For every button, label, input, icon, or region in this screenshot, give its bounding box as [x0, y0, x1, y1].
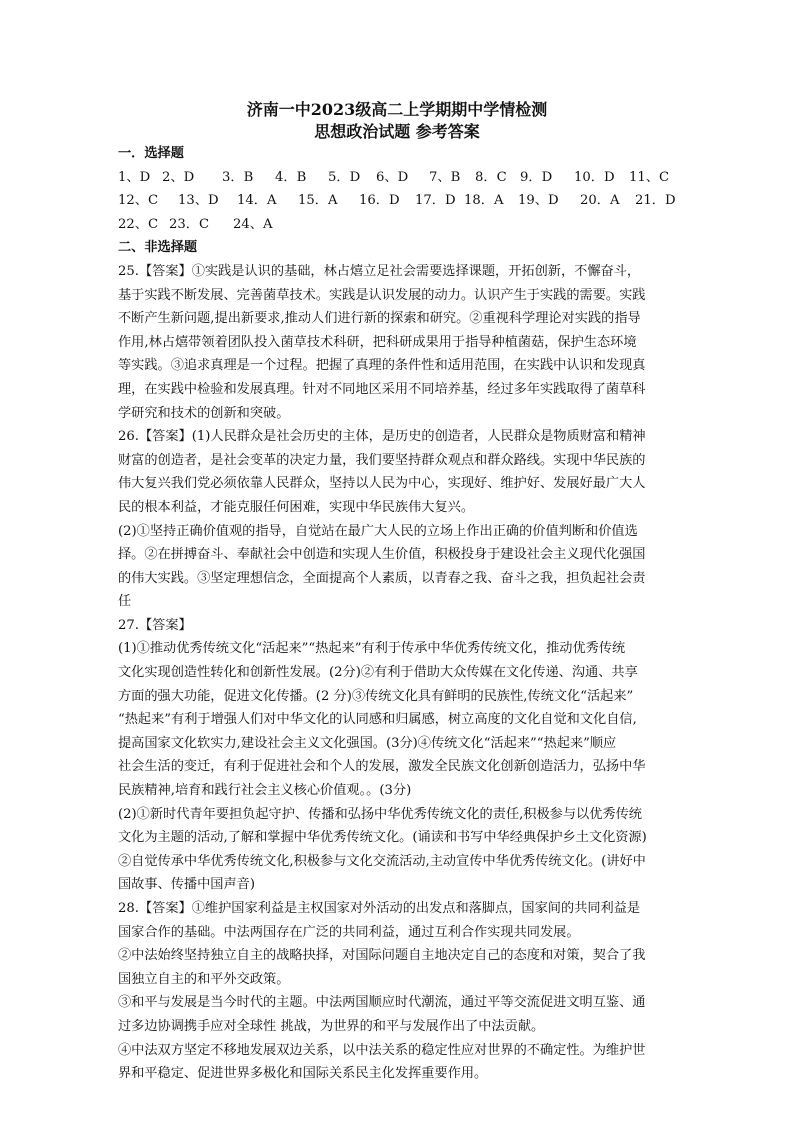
choice-answer-row — [118, 213, 678, 237]
answer-line: 民的根本利益，才能克服任何困难，实现中华民族伟大复兴。 — [118, 499, 475, 515]
answer-line: 28.【答案】①维护国家利益是主权国家对外活动的出发点和落脚点，国家间的共同利益是 — [118, 901, 641, 916]
choice-answer: 10．D — [574, 169, 615, 185]
answer-line: 文化为主题的活动,了解和掌握中华优秀传统文化。(诵读和书写中华经典保护乡土文化资源) — [118, 830, 647, 846]
answer-line: 的伟大实践。③坚定理想信念，全面提高个人素质，以青春之我、奋斗之我，担负起社会责 — [118, 570, 646, 586]
answer-line: 基于实践不断发展、完善菌草技术。实践是认识发展的动力。认识产生于实践的需要。实践 — [118, 287, 646, 303]
answer-line: 方面的强大功能，促进文化传播。(2 分)③传统文化具有鲜明的民族性,传统文化“活起来” — [118, 688, 634, 704]
answer-line: 择。②在拼搏奋斗、奉献社会中创造和实现人生价值，积极投身于建设社会主义现代化强国 — [118, 547, 646, 563]
choice-answer: 4．B — [275, 169, 307, 185]
choice-answer: 15．A — [298, 193, 338, 209]
answer-line: (2)①新时代青年要担负起守护、传播和弘扬中华优秀传统文化的责任,积极参与以优秀传统 — [118, 806, 642, 822]
section-heading-essay: 二、非选择题 — [118, 240, 198, 256]
choice-answer: 17．D — [415, 193, 456, 209]
choice-answer: 9．D — [520, 169, 553, 185]
choice-answer: 24、A — [233, 216, 273, 232]
choice-answer: 14．A — [237, 193, 277, 209]
answer-line: ②自觉传承中华优秀传统文化,积极参与文化交流活动,主动宣传中华优秀传统文化。(讲好中 — [118, 853, 646, 869]
answer-line: 作用,林占熺带领着团队投入菌草技术科研，把科研成果用于指导种植菌菇，保护生态环境 — [118, 334, 637, 350]
answer-content — [118, 142, 678, 1086]
choice-answer-row — [118, 189, 678, 213]
answer-line: 民族精神,培育和践行社会主义核心价值观。。(3分) — [118, 783, 412, 799]
document-title: 济南一中2023级高二上学期期中学情检测 — [246, 100, 548, 119]
answer-line: “热起来”有利于增强人们对中华文化的认同感和归属感，树立高度的文化自觉和文化自信, — [118, 712, 637, 728]
answer-line: 国家合作的基础。中法两国存在广泛的共同利益，通过互利合作实现共同发展。 — [118, 924, 580, 940]
answer-line: 26.【答案】(1)人民群众是社会历史的主体，是历史的创造者，人民群众是物质财富和精神 — [118, 429, 646, 445]
answer-line: (2)①坚持正确价值观的指导，自觉站在最广大人民的立场上作出正确的价值判断和价值选 — [118, 523, 638, 539]
answer-line: (1)①推动优秀传统文化“活起来”“热起来”有利于传承中华优秀传统文化，推动优秀传统 — [118, 641, 626, 657]
answer-line: 学研究和技术的创新和突破。 — [118, 405, 290, 421]
choice-answer: 12、C — [118, 193, 159, 209]
answer-line: 25.【答案】①实践是认识的基础，林占熺立足社会需要选择课题，开拓创新，不懈奋斗， — [118, 263, 641, 279]
choice-answer: 5．D — [328, 169, 361, 185]
answer-line: ④中法双方坚定不移地发展双边关系，以中法关系的稳定性应对世界的不确定性。为维护世 — [118, 1042, 646, 1058]
choice-answer: 13、D — [178, 193, 219, 209]
answer-line: ③和平与发展是当今时代的主题。中法两国顺应时代潮流，通过平等交流促进文明互鉴、通 — [118, 995, 646, 1011]
answer-line: 27.【答案】 — [118, 617, 192, 633]
answer-line: 界和平稳定、促进世界多极化和国际关系民主化发挥重要作用。 — [118, 1066, 488, 1082]
choice-answer-row — [118, 166, 678, 190]
choice-answer: 6、D — [376, 169, 409, 185]
section-heading-choice: 一．选择题 — [118, 146, 184, 161]
answer-line: 财富的创造者，是社会变革的决定力量，我们要坚持群众观点和群众路线。实现中华民族的 — [118, 452, 646, 468]
choice-answer: 11、C — [629, 169, 670, 185]
choice-answer: 7、B — [429, 169, 461, 185]
answer-line: 任 — [118, 594, 132, 610]
choice-answer: 22、C — [118, 216, 159, 232]
choice-answer: 2、D — [162, 169, 195, 185]
answer-line: 伟大复兴我们党必须依靠人民群众，坚持以人民为中心，实现好、维护好、发展好最广大人 — [118, 476, 646, 492]
choice-answer: 3．B — [222, 169, 254, 185]
choice-answer: 8．C — [475, 169, 507, 185]
choice-answer: 21．D — [635, 193, 676, 209]
choice-answer: 20．A — [580, 193, 620, 209]
answer-line: 提高国家文化软实力,建设社会主义文化强国。(3分)④传统文化“活起来”“热起来”顺应 — [118, 735, 617, 751]
choice-answer: 16．D — [359, 193, 400, 209]
choice-answer: 19、D — [518, 193, 559, 209]
answer-line: 国故事、传播中国声音) — [118, 877, 256, 893]
answer-line: 理，在实践中检验和发展真理。针对不同地区采用不同培养基，经过多年实践取得了菌草科 — [118, 381, 646, 397]
document-subtitle: 思想政治试题 参考答案 — [314, 122, 480, 141]
answer-line: 等实践。③追求真理是一个过程。把握了真理的条件性和适用范围，在实践中认识和发现真 — [118, 358, 646, 374]
answer-line: ②中法始终坚持独立自主的战略抉择，对国际问题自主地决定自己的态度和对策，契合了我 — [118, 948, 646, 964]
choice-answer: 18．A — [464, 193, 504, 209]
answer-line: 不断产生新问题,提出新要求,推动人们进行新的探索和研究。②重视科学理论对实践的指导 — [118, 311, 641, 327]
answer-line: 文化实现创造性转化和创新性发展。(2分)②有利于借助大众传媒在文化传递、沟通、共享 — [118, 665, 638, 681]
answer-line: 过多边协调携手应对全球性 挑战，为世界的和平与发展作出了中法贡献。 — [118, 1018, 545, 1034]
answer-line: 国独立自主的和平外交政策。 — [118, 971, 290, 987]
choice-answer: 23．C — [169, 216, 210, 232]
choice-answer: 1、D — [118, 169, 151, 185]
answer-line: 社会生活的变迁，有利于促进社会和个人的发展，激发全民族文化创新创造活力，弘扬中华 — [118, 759, 646, 775]
